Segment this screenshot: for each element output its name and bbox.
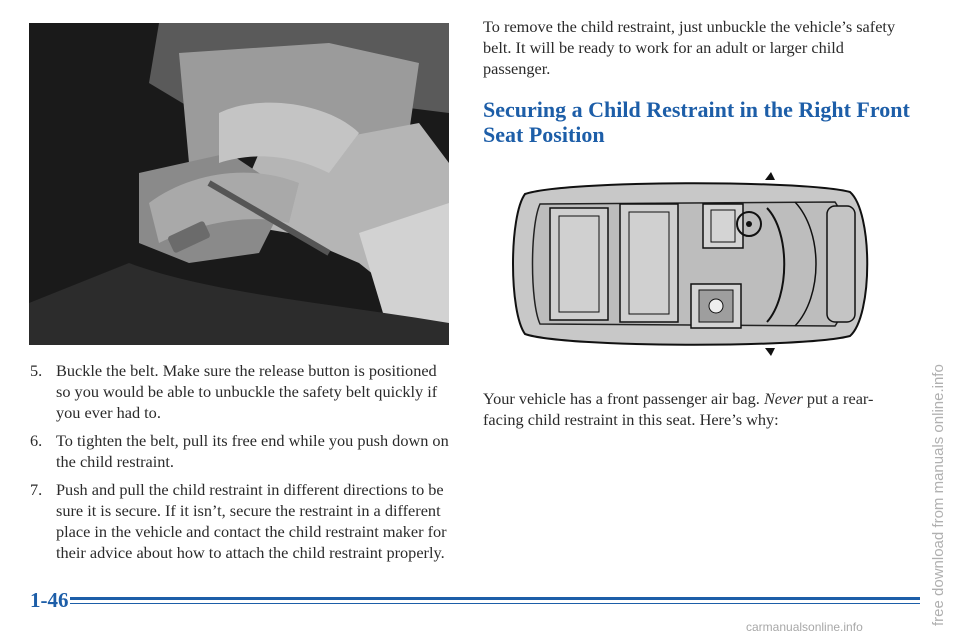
intro-paragraph: To remove the child restraint, just unbuckle the vehicle’s safety belt. It will be ready to work for an adult or larger child passenger. (483, 17, 896, 78)
instruction-steps (30, 360, 450, 570)
child-restraint-photo (29, 23, 449, 345)
vehicle-seating-diagram (505, 172, 875, 356)
side-watermark (915, 330, 955, 630)
step-text: Buckle the belt. Make sure the release button is positioned so you would be able to unbuckle the safety belt quickly if you ever had to. (56, 361, 438, 422)
step-number: 7. (30, 480, 43, 499)
step-7 (30, 479, 450, 563)
section-heading: Securing a Child Restraint in the Right Front Seat Position (483, 97, 910, 147)
para-text-after: put a rear-facing child restraint in this seat. Here’s why: (483, 389, 874, 429)
side-watermark-text: free download from manuals online.info (930, 364, 947, 626)
footer-rule (70, 597, 920, 600)
air-bag-warning-paragraph (483, 388, 913, 430)
step-number: 5. (30, 361, 43, 380)
bottom-watermark: carmanualsonline.info (746, 620, 863, 634)
step-text: Push and pull the child restraint in different directions to be sure it is secure. If it isn’t, secure the restraint in a different place in the vehicle and contact the child restraint maker for their advice about how to attach the child restraint properly. (56, 480, 447, 562)
page-number: 1-46 (30, 588, 69, 612)
step-5 (30, 360, 450, 423)
footer-rule-thin (70, 603, 920, 604)
step-text: To tighten the belt, pull its free end while you push down on the child restraint. (56, 431, 449, 471)
para-text-before: Your vehicle has a front passenger air bag. (483, 389, 764, 408)
step-6 (30, 430, 450, 472)
step-number: 6. (30, 431, 43, 450)
para-emphasis: Never (763, 389, 803, 408)
